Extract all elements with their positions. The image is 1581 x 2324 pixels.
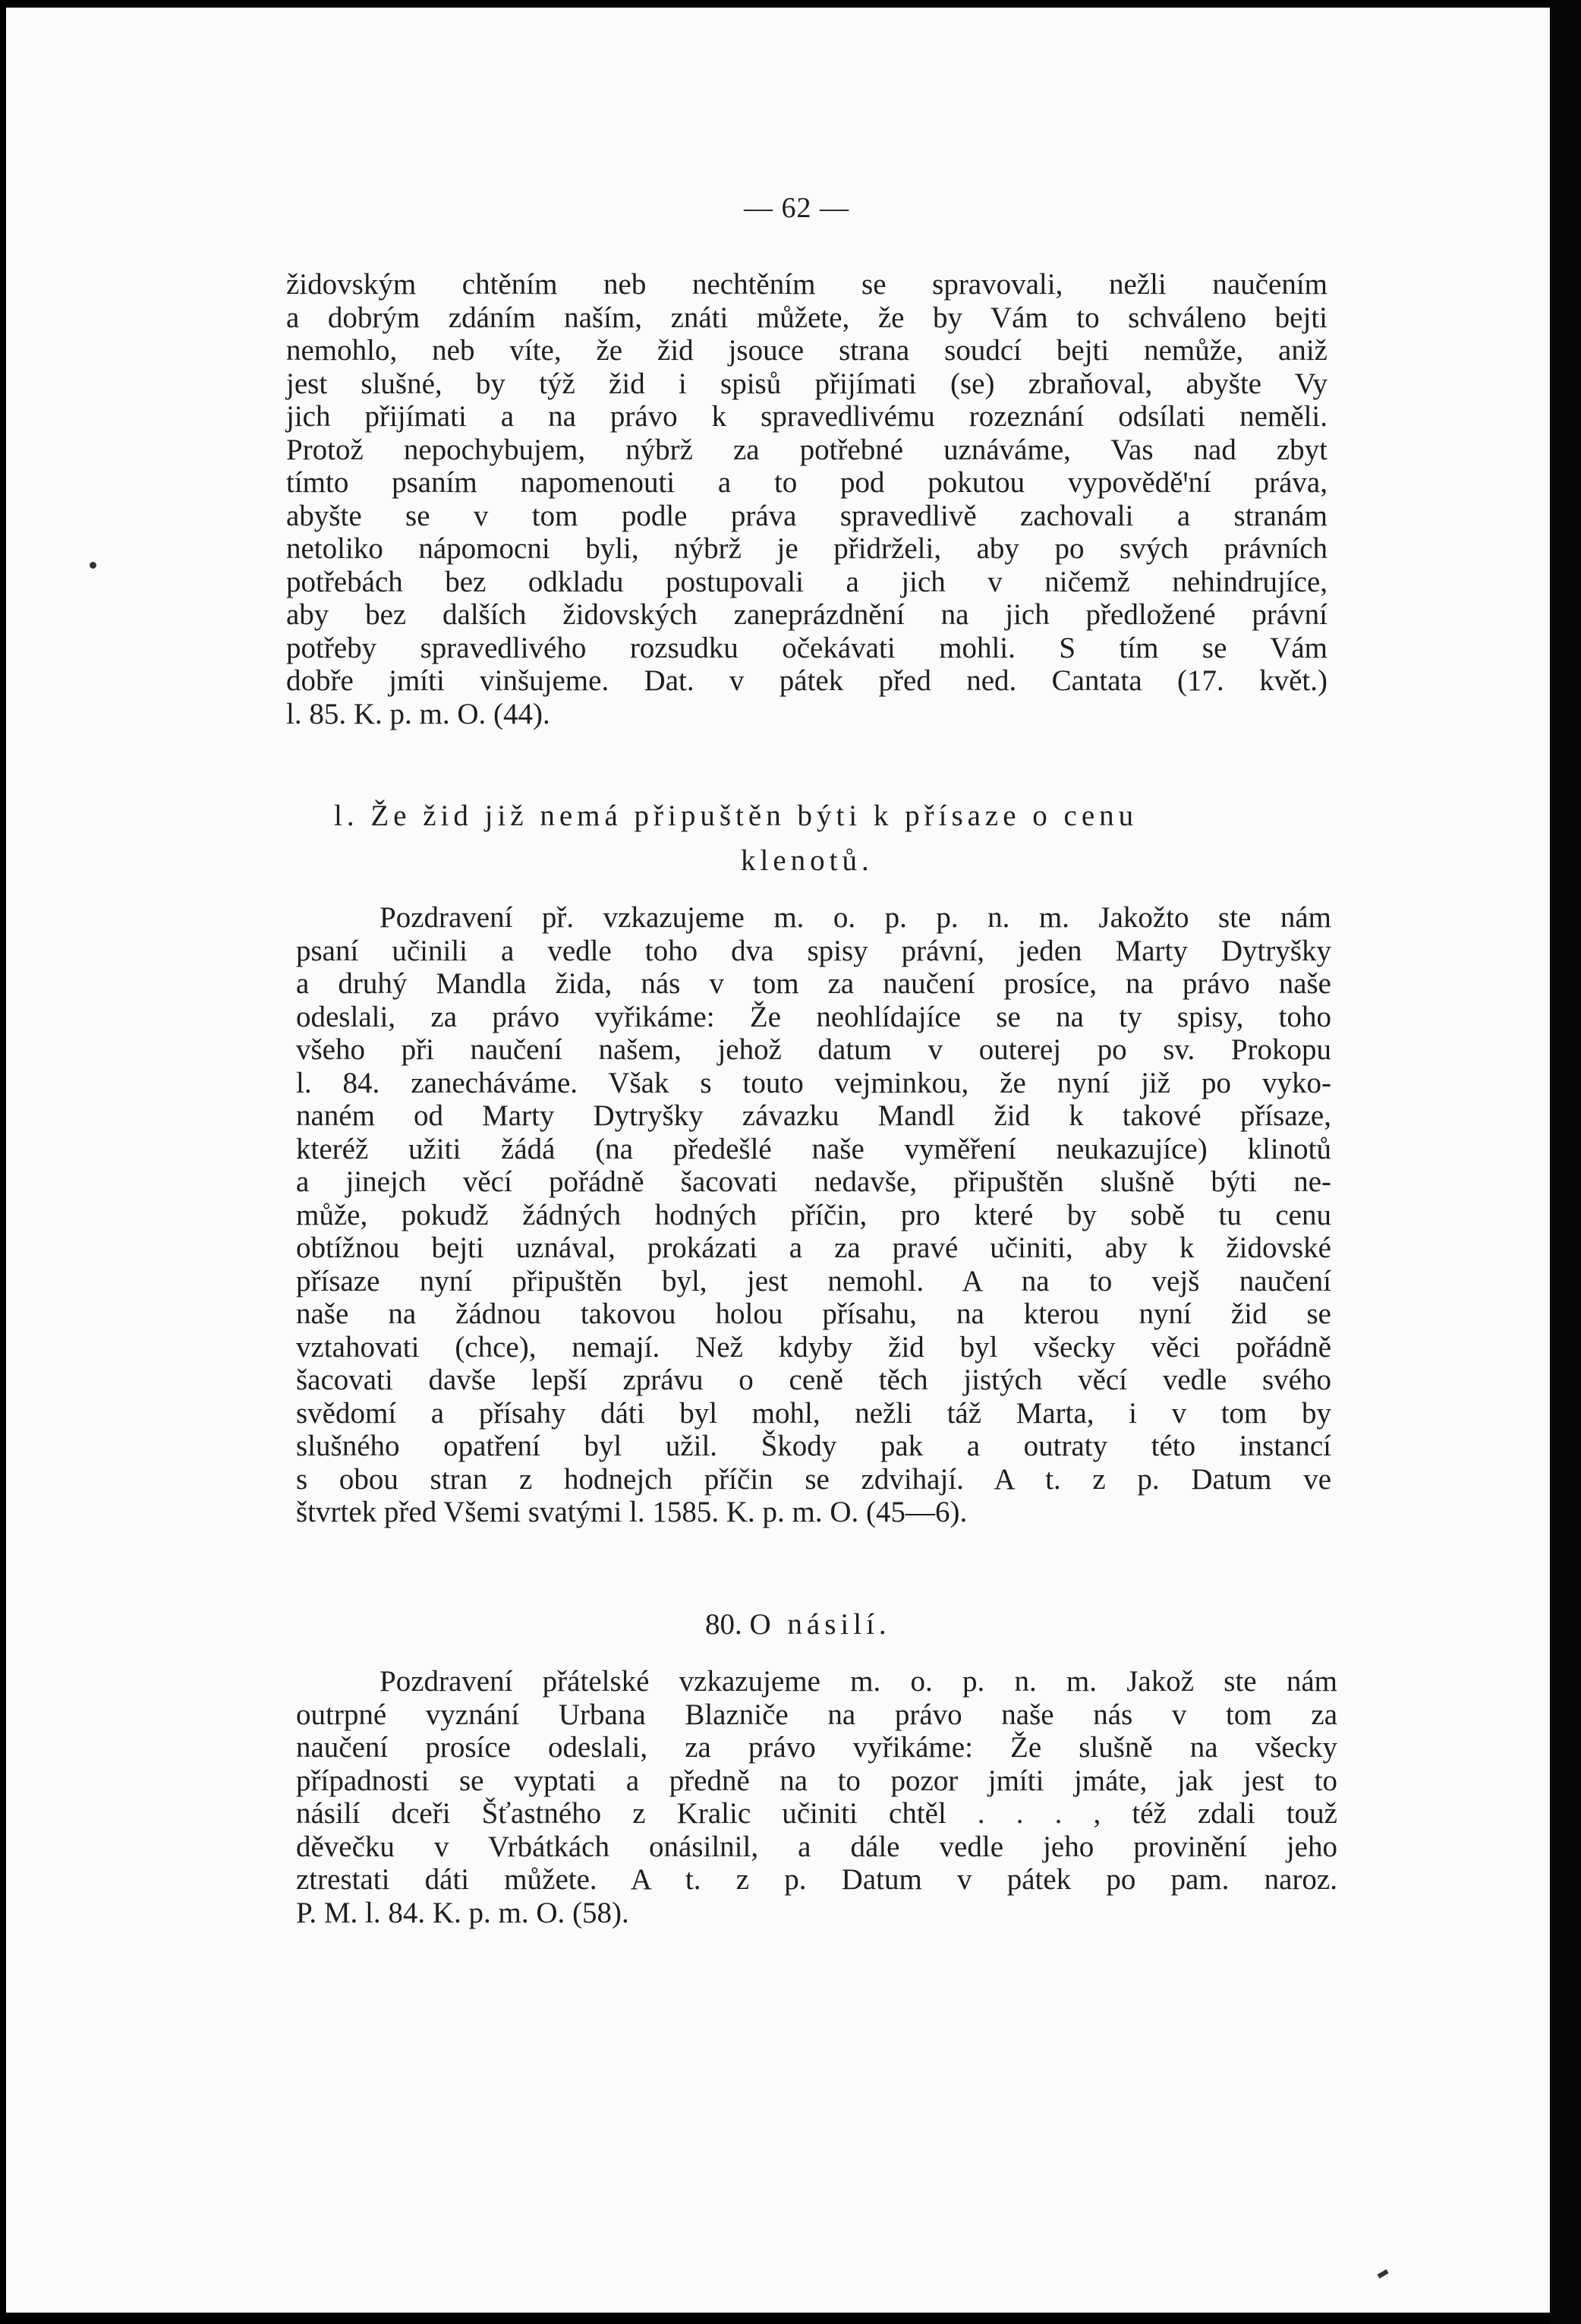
section-80-number: 80. [705, 1608, 742, 1641]
paragraph-section-79 [296, 901, 1331, 1529]
text-line: outrpné vyznání Urbana Blazniče na právo naše nás v tom za [296, 1698, 1337, 1731]
text-line: naše na žádnou takovou holou přísahu, na kterou nyní žid se [296, 1298, 1331, 1330]
text-line: tímto psaním napomenouti a to pod pokutou vypověděꞌní práva, [286, 466, 1327, 499]
text-line: P. M. l. 84. K. p. m. O. (58). [296, 1896, 629, 1929]
text-line: naném od Marty Dytryšky závazku Mandl žid k takové přísaze, [296, 1099, 1331, 1132]
scan-border-right [1550, 0, 1581, 2324]
text-line: všeho při naučení našem, jehož datum v outerej po sv. Prokopu [296, 1033, 1331, 1066]
section-79-heading: l. Že žid již nemá připuštěn býti k přísaze o cenu [334, 799, 1139, 832]
section-79-heading-continued: klenotů. [741, 844, 874, 877]
text-line: a druhý Mandla žida, nás v tom za naučení prosíce, na právo naše [296, 967, 1331, 1000]
text-line: kteréž užiti žádá (na předešlé naše vyměření neukazujíce) klinotů [296, 1132, 1331, 1165]
text-line: abyšte se v tom podle práva spravedlivě zachovali a stranám [286, 499, 1327, 532]
text-line: může, pokudž žádných hodných příčin, pro které by sobě tu cenu [296, 1198, 1331, 1231]
paragraph-section-80 [296, 1665, 1337, 1929]
text-line: svědomí a přísahy dáti byl mohl, nežli táž Marta, i v tom by [296, 1396, 1331, 1430]
text-line: jich přijímati a na právo k spravedlivému rozeznání odsílati neměli. [286, 400, 1327, 433]
text-line: a dobrým zdáním naším, znáti můžete, že by Vám to schváleno bejti [286, 301, 1327, 334]
text-line: židovským chtěním neb nechtěním se spravovali, nežli naučením [286, 268, 1327, 301]
text-line: dobře jmíti vinšujeme. Dat. v pátek před ned. Cantata (17. květ.) [286, 664, 1327, 697]
text-line: naučení prosíce odeslali, za právo vyřikáme: Že slušně na všecky [296, 1731, 1337, 1764]
text-line: l. 84. zanecháváme. Však s touto vejminkou, že nyní již po vyko- [296, 1066, 1331, 1099]
text-line: potřeby spravedlivého rozsudku očekávati mohli. S tím se Vám [286, 631, 1327, 664]
text-line: šacovati davše lepší zprávu o ceně těch jistých věcí vedle svého [296, 1364, 1331, 1396]
text-line: Pozdravení př. vzkazujeme m. o. p. p. n. m. Jakožto ste nám [380, 901, 1331, 934]
text-line: násilí dceři Šťastného z Kralic učiniti chtěl . . . , též zdali touž [296, 1797, 1337, 1830]
text-line: děvečku v Vrbátkách onásilnil, a dále vedle jeho provinění jeho [296, 1830, 1337, 1863]
text-line: s obou stran z hodnejch příčin se zdvihají. A t. z p. Datum ve [296, 1462, 1331, 1496]
text-line: slušného opatření byl užil. Škody pak a outraty této instancí [296, 1430, 1331, 1462]
text-line: obtížnou bejti uznával, prokázati a za pravé učiniti, aby k židovské [296, 1231, 1331, 1264]
text-line: přísaze nyní připuštěn byl, jest nemohl. A na to vejš naučení [296, 1264, 1331, 1298]
page-number: — 62 — [744, 192, 849, 224]
text-line: psaní učinili a vedle toho dva spisy právní, jeden Marty Dytryšky [296, 934, 1331, 967]
margin-dot [90, 562, 96, 569]
text-line: štvrtek před Všemi svatými l. 1585. K. p. m. O. (45—6). [296, 1496, 968, 1528]
text-line: potřebách bez odkladu postupovali a jich v ničemž nehindrujíce, [286, 565, 1327, 598]
text-line: jest slušné, by týž žid i spisů přijímati (se) zbraňoval, abyšte Vy [286, 367, 1327, 400]
text-line: ztrestati dáti můžete. A t. z p. Datum v pátek po pam. naroz. [296, 1863, 1337, 1896]
text-line: Pozdravení přátelské vzkazujeme m. o. p. n. m. Jakož ste nám [380, 1665, 1337, 1698]
text-line: nemohlo, neb víte, že žid jsouce strana soudcí bejti nemůže, aniž [286, 334, 1327, 367]
text-line: odeslali, za právo vyřikáme: Že neohlídajíce se na ty spisy, toho [296, 1000, 1331, 1033]
text-line: Protož nepochybujem, nýbrž za potřebné uznáváme, Vas nad zbyt [286, 433, 1327, 466]
text-line: l. 85. K. p. m. O. (44). [286, 697, 550, 730]
text-line: a jinejch věcí pořádně šacovati nedavše, připuštěn slušně býti ne- [296, 1165, 1331, 1198]
paragraph-section-78-end [286, 268, 1327, 730]
text-line: případnosti se vyptati a předně na to pozor jmíti jmáte, jak jest to [296, 1764, 1337, 1797]
text-line: netoliko nápomocni byli, nýbrž je přidrželi, aby po svých právních [286, 532, 1327, 565]
text-line: aby bez dalších židovských zaneprázdnění na jich předložené právní [286, 598, 1327, 631]
section-80-title: O násilí. [749, 1608, 891, 1641]
section-80-heading [705, 1608, 891, 1641]
text-line: vztahovati (chce), nemají. Než kdyby žid byl všecky věci pořádně [296, 1330, 1331, 1364]
